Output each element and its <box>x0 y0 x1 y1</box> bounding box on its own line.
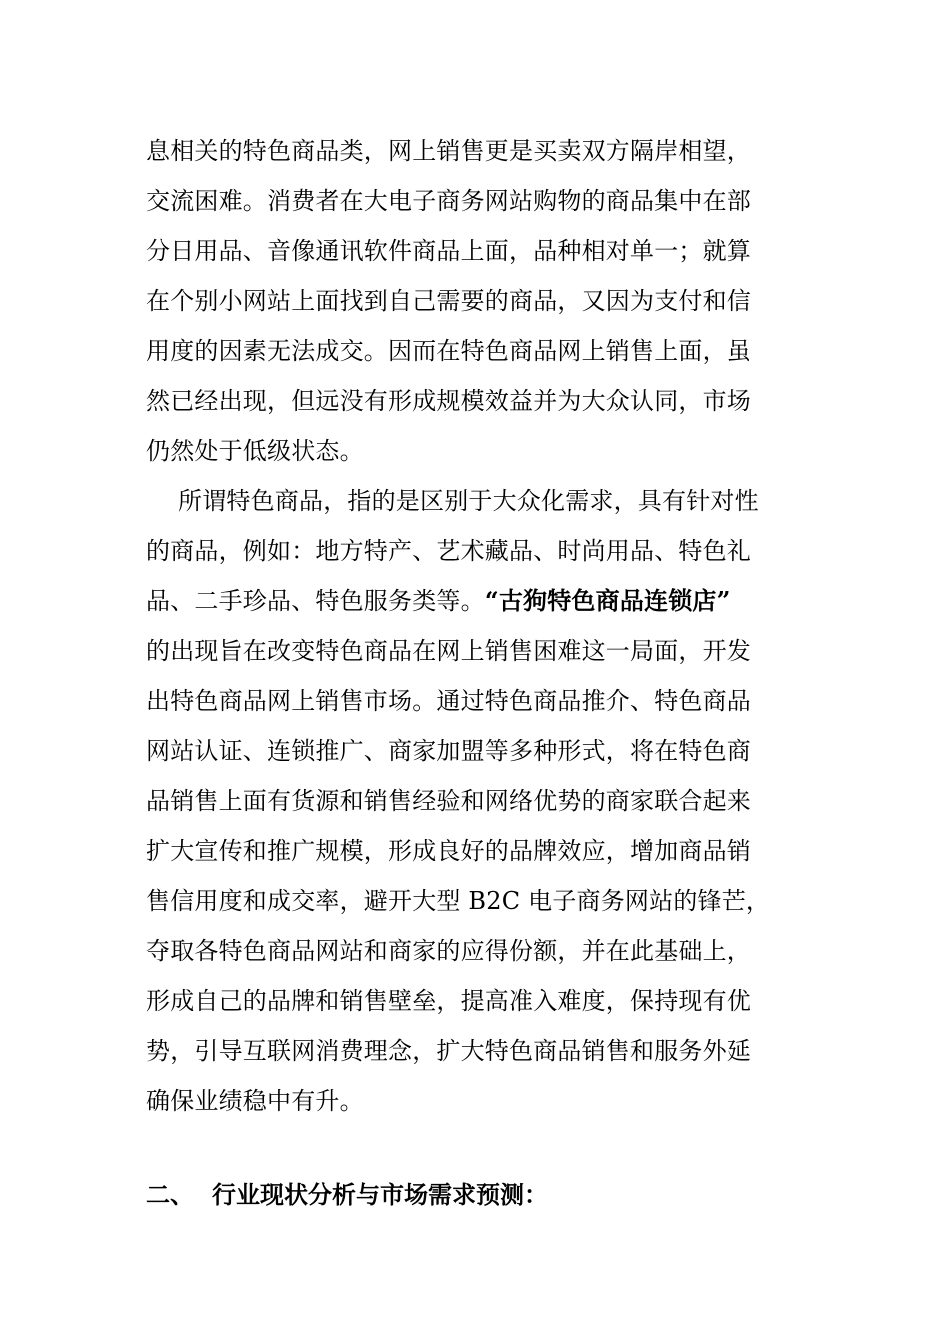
text-line: 分日用品、音像通讯软件商品上面，品种相对单一；就算 <box>146 237 751 265</box>
text-line: 扩大宣传和推广规模，形成良好的品牌效应，增加商品销 <box>146 837 751 865</box>
text-line: 形成自己的品牌和销售壁垒，提高准入难度，保持现有优 <box>146 987 751 1015</box>
text-line <box>146 586 731 616</box>
text-line: 仍然处于低级状态。 <box>146 437 364 465</box>
section-number: 二、 <box>146 1180 194 1209</box>
text-line: 所谓特色商品，指的是区别于大众化需求，具有针对性 <box>178 487 759 515</box>
store-name-bold: “古狗特色商品连锁店” <box>484 586 731 615</box>
text-run: 品、二手珍品、特色服务类等。 <box>146 587 485 615</box>
text-line: 网站认证、连锁推广、商家加盟等多种形式，将在特色商 <box>146 737 751 765</box>
text-line: 确保业绩稳中有升。 <box>146 1087 364 1115</box>
text-line: 售信用度和成交率，避开大型 B2C 电子商务网站的锋芒， <box>146 887 771 915</box>
section-heading <box>146 1180 548 1210</box>
text-line: 用度的因素无法成交。因而在特色商品网上销售上面，虽 <box>146 337 751 365</box>
text-line: 出特色商品网上销售市场。通过特色商品推介、特色商品 <box>146 687 751 715</box>
text-line: 的出现旨在改变特色商品在网上销售困难这一局面，开发 <box>146 637 751 665</box>
text-line: 势，引导互联网消费理念，扩大特色商品销售和服务外延 <box>146 1037 751 1065</box>
text-line: 息相关的特色商品类，网上销售更是买卖双方隔岸相望， <box>146 137 751 165</box>
text-line: 品销售上面有货源和销售经验和网络优势的商家联合起来 <box>146 787 751 815</box>
text-line: 的商品，例如：地方特产、艺术藏品、时尚用品、特色礼 <box>146 537 751 565</box>
text-line: 然已经出现，但远没有形成规模效益并为大众认同，市场 <box>146 387 751 415</box>
text-line: 交流困难。消费者在大电子商务网站购物的商品集中在部 <box>146 187 751 215</box>
section-title: 行业现状分析与市场需求预测： <box>212 1180 548 1209</box>
text-line: 在个别小网站上面找到自己需要的商品，又因为支付和信 <box>146 287 751 315</box>
text-line: 夺取各特色商品网站和商家的应得份额，并在此基础上， <box>146 937 751 965</box>
